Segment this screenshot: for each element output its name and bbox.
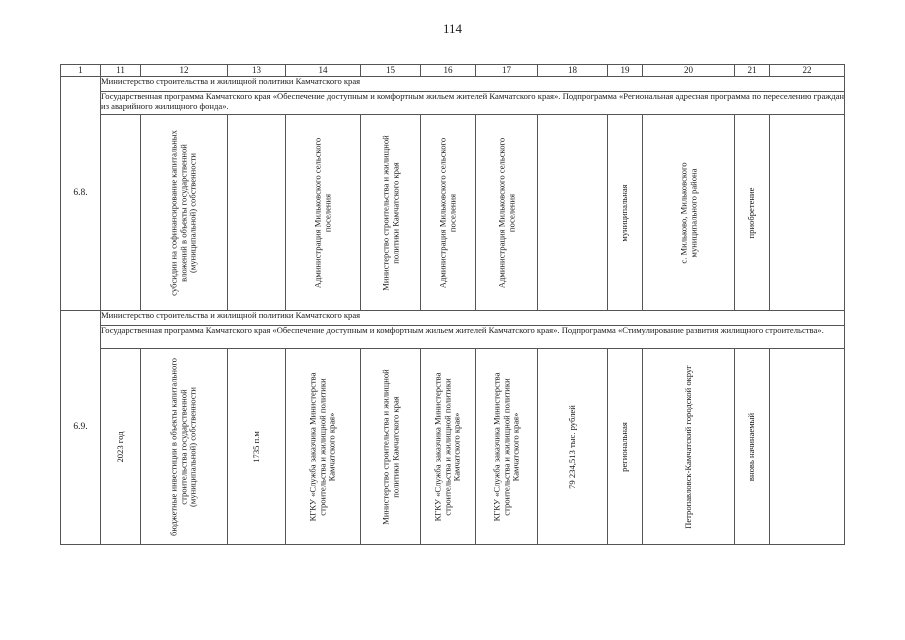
ministry-row: Министерство строительства и жилищной политики Камчатского края xyxy=(101,77,845,92)
program-row: Государственная программа Камчатского края «Обеспечение доступным и комфортным жильем жителей Камчатского края». Подпрограмма «Региональная адресная программа по переселению граждан из аварийного жилищного фонда». xyxy=(101,92,845,115)
cell-col-15: Министерство строительства и жилищной политики Камчатского края xyxy=(361,349,421,545)
cell-col-15: Министерство строительства и жилищной политики Камчатского края xyxy=(361,115,421,311)
col-header-20: 20 xyxy=(643,65,735,77)
cell-col-21: вновь начинаемый xyxy=(735,349,770,545)
col-header-19: 19 xyxy=(608,65,643,77)
table-row xyxy=(61,92,845,115)
cell-col-13 xyxy=(228,115,286,311)
cell-col-21: приобретение xyxy=(735,115,770,311)
page-number: 114 xyxy=(442,21,463,36)
row-number: 6.9. xyxy=(61,311,101,545)
cell-col-11: 2023 год xyxy=(101,349,141,545)
row-number: 6.8. xyxy=(61,77,101,311)
cell-col-18: 79 234,513 тыс. рублей xyxy=(538,349,608,545)
col-header-18: 18 xyxy=(538,65,608,77)
col-header-12: 12 xyxy=(141,65,228,77)
cell-col-12: бюджетные инвестиции в объекты капитального строительства государственной (муниципальной) собственности xyxy=(141,349,228,545)
cell-col-14: КГКУ «Служба заказчика Министерства строительства и жилищной политики Камчатского края» xyxy=(286,349,361,545)
cell-col-16: КГКУ «Служба заказчика Министерства строительства и жилищной политики Камчатского края» xyxy=(421,349,476,545)
program-row: Государственная программа Камчатского края «Обеспечение доступным и комфортным жильем жителей Камчатского края». Подпрограмма «Стимулирование развития жилищного строительства». xyxy=(101,326,845,349)
col-header-13: 13 xyxy=(228,65,286,77)
cell-col-11 xyxy=(101,115,141,311)
cell-col-22 xyxy=(770,349,845,545)
table-row xyxy=(61,326,845,349)
table-row xyxy=(61,115,845,311)
table-row xyxy=(61,349,845,545)
table-row xyxy=(61,77,845,92)
cell-col-19: региональная xyxy=(608,349,643,545)
col-header-15: 15 xyxy=(361,65,421,77)
col-header-16: 16 xyxy=(421,65,476,77)
header-row xyxy=(61,65,845,77)
table-row xyxy=(61,311,845,326)
cell-col-16: Администрация Мильковского сельского поселения xyxy=(421,115,476,311)
col-header-21: 21 xyxy=(735,65,770,77)
cell-col-13: 1735 п.м xyxy=(228,349,286,545)
cell-col-19: муниципальная xyxy=(608,115,643,311)
col-header-1: 1 xyxy=(61,65,101,77)
ministry-row: Министерство строительства и жилищной политики Камчатского края xyxy=(101,311,845,326)
col-header-22: 22 xyxy=(770,65,845,77)
col-header-11: 11 xyxy=(101,65,141,77)
cell-col-17: Администрация Мильковского сельского поселения xyxy=(476,115,538,311)
cell-col-14: Администрация Мильковского сельского поселения xyxy=(286,115,361,311)
col-header-17: 17 xyxy=(476,65,538,77)
budget-table xyxy=(60,64,845,545)
cell-col-18 xyxy=(538,115,608,311)
col-header-14: 14 xyxy=(286,65,361,77)
cell-col-20: Петропавловск-Камчатский городской округ xyxy=(643,349,735,545)
cell-col-12: субсидии на софинансирование капитальных вложений в объекты государственной (муниципальной) собственности xyxy=(141,115,228,311)
cell-col-22 xyxy=(770,115,845,311)
cell-col-17: КГКУ «Служба заказчика Министерства строительства и жилищной политики Камчатского края» xyxy=(476,349,538,545)
cell-col-20: с. Мильково, Мильковского муниципального района xyxy=(643,115,735,311)
